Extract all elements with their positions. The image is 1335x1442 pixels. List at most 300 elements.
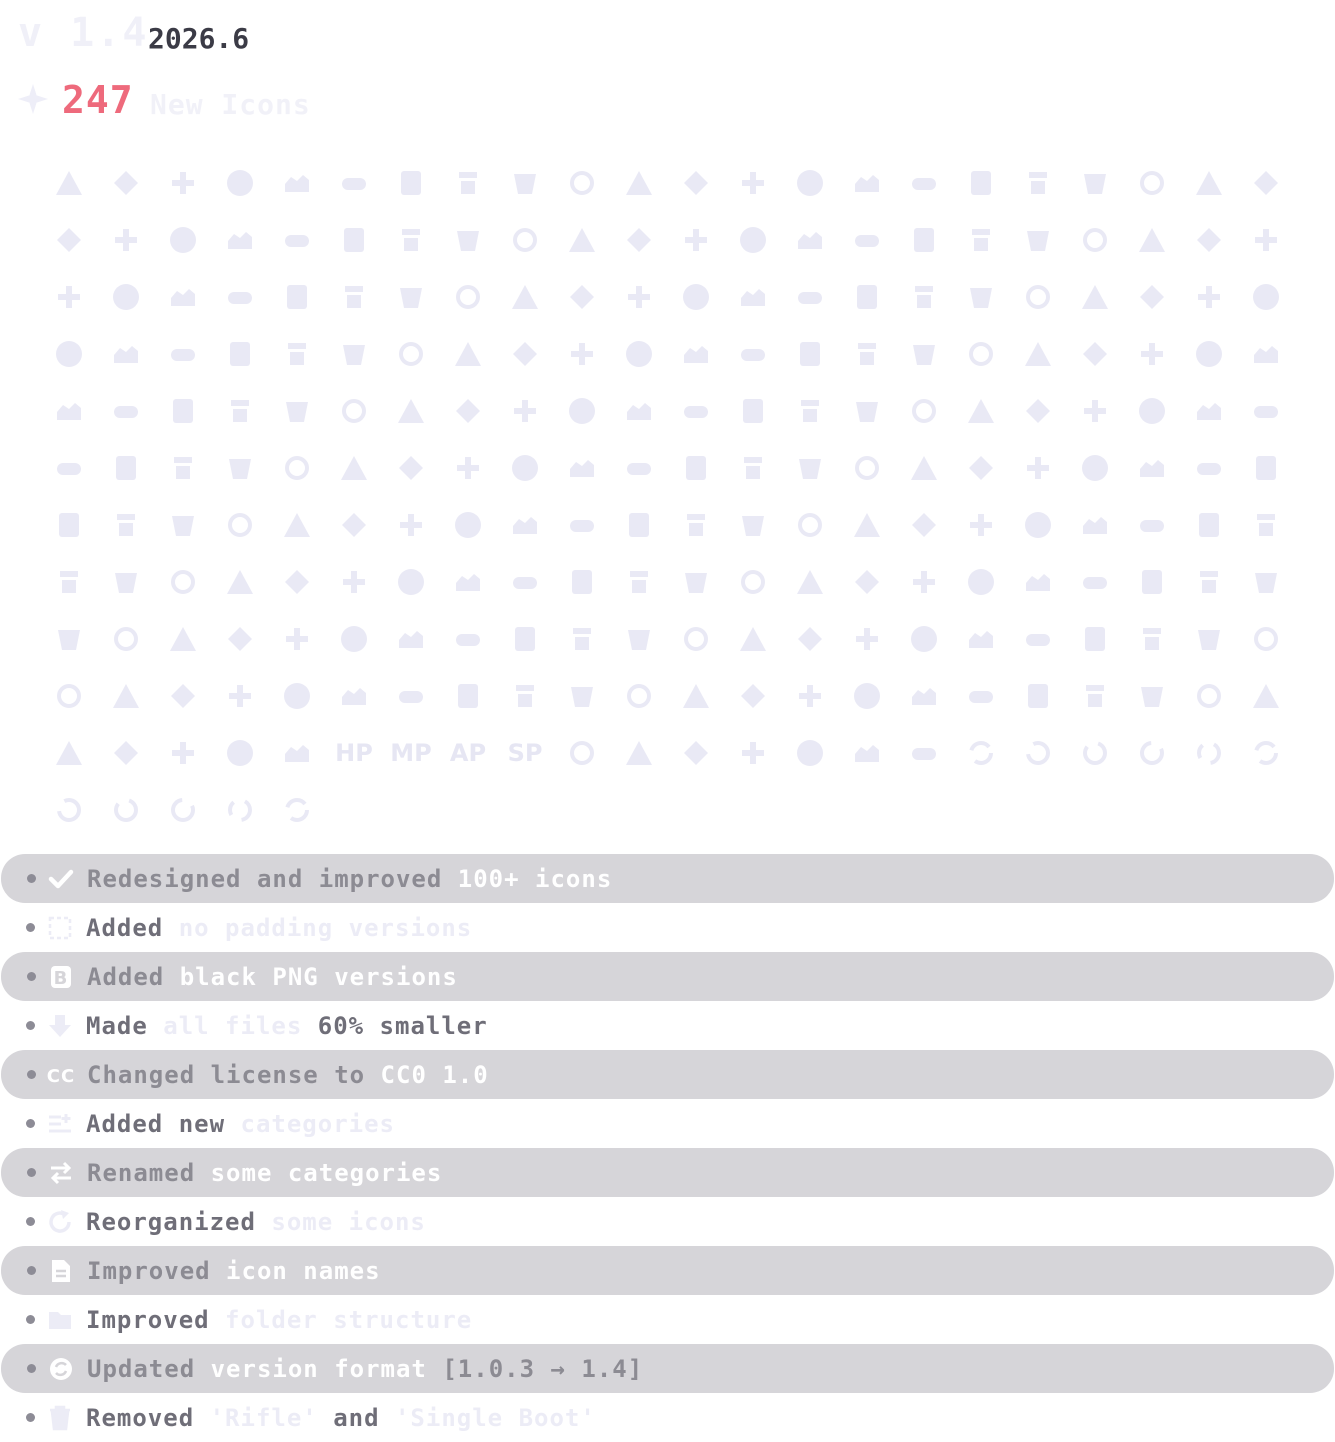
bullet-dot: [26, 1315, 35, 1324]
icon-preview: [895, 268, 952, 325]
icon-preview: [496, 268, 553, 325]
icon-preview: [1180, 724, 1237, 781]
icon-preview: [211, 667, 268, 724]
icon-preview: [1066, 382, 1123, 439]
changelog-text: [86, 914, 472, 942]
icon-preview: [154, 610, 211, 667]
icon-preview: [553, 154, 610, 211]
icon-preview: [667, 211, 724, 268]
icon-preview: [97, 268, 154, 325]
bullet-dot: [26, 1217, 35, 1226]
icon-preview: [1066, 154, 1123, 211]
icon-preview: [268, 154, 325, 211]
icon-preview: [667, 382, 724, 439]
icon-preview: [610, 268, 667, 325]
icon-preview: [667, 724, 724, 781]
arrow-down-icon: [46, 1012, 74, 1040]
add-list-icon: [46, 1110, 74, 1138]
icon-preview: [610, 382, 667, 439]
icon-preview: [952, 496, 1009, 553]
icon-preview: [496, 382, 553, 439]
icon-preview: [97, 781, 154, 838]
icon-preview: [667, 325, 724, 382]
icon-preview: [382, 382, 439, 439]
check-icon: [47, 865, 75, 893]
icon-preview: [610, 211, 667, 268]
icon-preview: [952, 154, 1009, 211]
icon-preview: [439, 439, 496, 496]
svg-text:CC: CC: [46, 1065, 76, 1087]
sparkle-icon: [18, 84, 48, 114]
icon-preview: [838, 724, 895, 781]
changelog-text: [87, 1159, 442, 1187]
changelog-item: [1, 1344, 1334, 1393]
icon-preview: [724, 325, 781, 382]
icon-preview: [439, 154, 496, 211]
changelog-text-part: no padding versions: [178, 913, 473, 942]
icon-preview: [781, 610, 838, 667]
icon-preview: [1009, 382, 1066, 439]
icon-preview: [1123, 667, 1180, 724]
icon-preview: [382, 439, 439, 496]
icon-preview: [610, 724, 667, 781]
icon-preview: [211, 382, 268, 439]
trash-icon: [46, 1404, 74, 1432]
icon-preview: [1180, 667, 1237, 724]
icon-preview: [610, 439, 667, 496]
icon-preview: [553, 211, 610, 268]
icon-preview: [610, 553, 667, 610]
icon-preview: [1009, 211, 1066, 268]
icon-preview: [838, 268, 895, 325]
changelog-text-part: all files: [163, 1011, 318, 1040]
icon-preview: [382, 211, 439, 268]
changelog-text: [87, 963, 458, 991]
icon-preview: [211, 268, 268, 325]
icon-preview: [724, 211, 781, 268]
icon-preview: [838, 553, 895, 610]
changelog-item: [1, 1148, 1334, 1197]
icon-preview: [1066, 268, 1123, 325]
icon-preview: [496, 325, 553, 382]
icon-preview: [439, 325, 496, 382]
icon-preview: [952, 667, 1009, 724]
document-icon: [47, 1257, 75, 1285]
icon-preview: [211, 439, 268, 496]
icon-preview: [1237, 268, 1294, 325]
icon-preview: [781, 382, 838, 439]
icon-preview: [154, 724, 211, 781]
icon-preview: [268, 553, 325, 610]
icon-preview: [1237, 496, 1294, 553]
icon-preview: [952, 325, 1009, 382]
icon-preview: [1009, 268, 1066, 325]
icon-preview: [1237, 325, 1294, 382]
icon-preview: [154, 496, 211, 553]
icon-preview: [211, 610, 268, 667]
icon-preview: [553, 268, 610, 325]
changelog-item: [0, 903, 1335, 952]
bullet-dot: [26, 1413, 35, 1422]
icon-preview: [40, 439, 97, 496]
icon-preview: [1009, 439, 1066, 496]
icon-preview: [1123, 382, 1180, 439]
icon-preview: [1123, 325, 1180, 382]
icon-preview: [781, 667, 838, 724]
icon-preview: [1009, 553, 1066, 610]
icon-preview: [667, 610, 724, 667]
changelog-text: [86, 1208, 426, 1236]
icon-preview: [724, 724, 781, 781]
icon-preview: [1123, 439, 1180, 496]
icon-preview: [325, 268, 382, 325]
icon-preview: [97, 553, 154, 610]
icon-preview: [553, 667, 610, 724]
icon-preview: [1066, 439, 1123, 496]
icon-preview: [724, 154, 781, 211]
bullet-dot: [27, 1070, 36, 1079]
icon-preview: [553, 439, 610, 496]
icon-preview: [610, 325, 667, 382]
icon-preview: [382, 268, 439, 325]
changelog-text-part: 'Rifle': [209, 1403, 334, 1432]
icon-preview: [781, 439, 838, 496]
new-icons-count: 247: [62, 78, 134, 122]
cc-license-icon: [47, 1061, 75, 1089]
dashed-square-icon: [46, 914, 74, 942]
icon-preview: [610, 667, 667, 724]
icon-preview: [724, 667, 781, 724]
changelog-text-part: black PNG versions: [179, 962, 458, 991]
changelog-text-part: Added: [86, 913, 179, 942]
icon-preview: [1123, 154, 1180, 211]
icon-preview: [40, 610, 97, 667]
icon-preview: [40, 325, 97, 382]
icon-preview: [553, 610, 610, 667]
changelog-text-part: Added: [87, 962, 180, 991]
icon-preview: [553, 325, 610, 382]
icon-preview: [268, 325, 325, 382]
changelog-item: [0, 1001, 1335, 1050]
icon-preview: [496, 553, 553, 610]
icon-preview: [952, 268, 1009, 325]
icon-preview: [895, 439, 952, 496]
icon-preview: [1180, 268, 1237, 325]
bullet-dot: [27, 874, 36, 883]
icon-preview: [838, 382, 895, 439]
icon-preview: [211, 553, 268, 610]
changelog-text-part: 100+ icons: [457, 864, 613, 893]
new-icons-label: New Icons: [150, 88, 311, 121]
letter-b-icon: [47, 963, 75, 991]
bullet-dot: [26, 1021, 35, 1030]
changelog-text-part: and: [333, 1403, 395, 1432]
icon-preview: [1180, 439, 1237, 496]
icon-preview: [211, 211, 268, 268]
icon-preview: [952, 724, 1009, 781]
icon-preview: [439, 268, 496, 325]
changelog-text-part: 60% smaller: [317, 1011, 488, 1040]
icon-preview: [382, 325, 439, 382]
icon-preview: [439, 382, 496, 439]
bullet-dot: [27, 1266, 36, 1275]
icon-preview: [325, 724, 382, 781]
icon-preview: [895, 154, 952, 211]
changelog-text-part: Added new: [86, 1109, 241, 1138]
icon-preview: [325, 496, 382, 553]
svg-text:SP: SP: [507, 738, 542, 767]
changelog-item: [0, 1099, 1335, 1148]
icon-preview: [496, 154, 553, 211]
changelog-text-part: Made: [86, 1011, 164, 1040]
icon-preview: [838, 154, 895, 211]
icon-preview: [40, 154, 97, 211]
icon-preview: [553, 382, 610, 439]
icon-preview: [781, 211, 838, 268]
icon-preview: [1123, 211, 1180, 268]
icon-preview: [268, 211, 325, 268]
icon-preview: [40, 553, 97, 610]
icon-preview: [1009, 610, 1066, 667]
icon-preview: [724, 439, 781, 496]
changelog-text-part: some icons: [271, 1207, 426, 1236]
icon-preview: [553, 724, 610, 781]
icon-preview: [838, 325, 895, 382]
icon-preview: [952, 382, 1009, 439]
changelog-text-part: Improved: [86, 1305, 226, 1334]
changelog-text-part: some categories: [210, 1158, 443, 1187]
changelog-text-part: categories: [240, 1109, 395, 1138]
icon-preview: [838, 439, 895, 496]
icon-preview: [1237, 667, 1294, 724]
icon-preview: [952, 211, 1009, 268]
icon-preview: [268, 439, 325, 496]
icon-preview: [781, 496, 838, 553]
icon-preview: [154, 325, 211, 382]
changelog-item: [1, 1050, 1334, 1099]
version-label: v 1.4: [18, 10, 149, 56]
icon-preview: [268, 724, 325, 781]
icon-preview: [895, 211, 952, 268]
swap-arrows-icon: [47, 1159, 75, 1187]
icon-preview: [325, 325, 382, 382]
icon-preview: [439, 610, 496, 667]
icon-preview: [496, 667, 553, 724]
icon-preview: [1237, 154, 1294, 211]
icon-preview: [724, 610, 781, 667]
icon-preview: [1237, 724, 1294, 781]
changelog-text-part: Reorganized: [86, 1207, 272, 1236]
icon-preview: [154, 439, 211, 496]
icon-preview: [1123, 553, 1180, 610]
icon-preview: [1237, 439, 1294, 496]
icon-preview: [268, 667, 325, 724]
icon-preview: [97, 610, 154, 667]
icon-preview: [97, 439, 154, 496]
icon-preview: [610, 496, 667, 553]
icon-preview: [154, 211, 211, 268]
icon-preview: [895, 382, 952, 439]
icon-preview: [382, 496, 439, 553]
icon-preview: [1009, 154, 1066, 211]
icon-preview: [1066, 610, 1123, 667]
icon-preview: [439, 496, 496, 553]
changelog-text-part: version format: [210, 1354, 443, 1383]
changelog-text: [86, 1012, 488, 1040]
icon-preview: [496, 439, 553, 496]
changelog-text-part: Changed license to: [87, 1060, 381, 1089]
icon-preview: [325, 610, 382, 667]
icon-preview: [724, 268, 781, 325]
icon-preview: [211, 496, 268, 553]
changelog-text-part: Improved: [87, 1256, 227, 1285]
icon-preview: [268, 496, 325, 553]
icon-preview: [1180, 553, 1237, 610]
changelog-text-part: [1.0.3 → 1.4]: [442, 1354, 644, 1383]
changelog-text: [87, 1257, 381, 1285]
changelog-text: [86, 1110, 395, 1138]
icon-preview: [40, 496, 97, 553]
bullet-dot: [27, 1364, 36, 1373]
icon-preview: [325, 667, 382, 724]
icon-preview: [268, 268, 325, 325]
icon-preview: [382, 667, 439, 724]
icon-preview: [895, 325, 952, 382]
icon-preview: [40, 268, 97, 325]
icon-preview: [952, 553, 1009, 610]
icon-preview: [496, 211, 553, 268]
icon-preview: [439, 667, 496, 724]
icon-preview: [838, 667, 895, 724]
changelog-text-part: 'Single Boot': [394, 1403, 596, 1432]
icon-preview: [439, 724, 496, 781]
icon-preview: [1180, 325, 1237, 382]
icon-preview: [211, 724, 268, 781]
icon-preview: [838, 211, 895, 268]
icon-preview: [325, 154, 382, 211]
icon-preview: [154, 154, 211, 211]
icon-preview: [781, 154, 838, 211]
icon-preview: [1237, 382, 1294, 439]
icon-preview: [1237, 211, 1294, 268]
icon-preview: [952, 439, 1009, 496]
svg-text:HP: HP: [334, 738, 373, 767]
icon-preview: [781, 268, 838, 325]
svg-text:B: B: [53, 967, 69, 989]
refresh-icon: [46, 1208, 74, 1236]
icon-preview: [724, 382, 781, 439]
icon-grid: [40, 154, 1294, 838]
icon-preview: [1009, 325, 1066, 382]
changelog-text-part: Renamed: [87, 1158, 211, 1187]
icon-preview: [268, 781, 325, 838]
bullet-dot: [26, 1119, 35, 1128]
icon-preview: [1066, 667, 1123, 724]
icon-preview: [1180, 610, 1237, 667]
svg-text:MP: MP: [389, 738, 432, 767]
icon-preview: [895, 724, 952, 781]
icon-preview: [211, 154, 268, 211]
icon-preview: [382, 610, 439, 667]
icon-preview: [895, 553, 952, 610]
icon-preview: [838, 610, 895, 667]
icon-preview: [496, 496, 553, 553]
icon-preview: [1009, 496, 1066, 553]
icon-preview: [781, 724, 838, 781]
changelog-item: [0, 1295, 1335, 1344]
icon-preview: [952, 610, 1009, 667]
icon-preview: [667, 268, 724, 325]
icon-preview: [382, 724, 439, 781]
icon-preview: [1123, 496, 1180, 553]
icon-preview: [439, 553, 496, 610]
icon-preview: [667, 667, 724, 724]
changelog-text: [87, 1355, 643, 1383]
icon-preview: [838, 496, 895, 553]
icon-preview: [496, 610, 553, 667]
changelog-text: [87, 1061, 489, 1089]
icon-preview: [325, 553, 382, 610]
changelog-item: [0, 1197, 1335, 1246]
icon-preview: [382, 154, 439, 211]
changelog-text: [86, 1306, 472, 1334]
icon-preview: [382, 553, 439, 610]
icon-preview: [1123, 724, 1180, 781]
icon-preview: [97, 325, 154, 382]
icon-preview: [40, 211, 97, 268]
changelog-item: [1, 952, 1334, 1001]
icon-preview: [667, 154, 724, 211]
icon-preview: [610, 154, 667, 211]
icon-preview: [724, 496, 781, 553]
icon-preview: [97, 154, 154, 211]
icon-preview: [97, 496, 154, 553]
icon-preview: [895, 610, 952, 667]
icon-preview: [154, 667, 211, 724]
changelog-item: [0, 1393, 1335, 1442]
icon-preview: [781, 325, 838, 382]
icon-preview: [325, 382, 382, 439]
changelog-text: [86, 1404, 596, 1432]
icon-preview: [1180, 382, 1237, 439]
icon-preview: [154, 553, 211, 610]
icon-preview: [1009, 724, 1066, 781]
icon-preview: [1180, 211, 1237, 268]
icon-preview: [97, 724, 154, 781]
icon-preview: [40, 724, 97, 781]
icon-preview: [154, 781, 211, 838]
sync-icon: [47, 1355, 75, 1383]
icon-preview: [97, 667, 154, 724]
icon-preview: [1180, 154, 1237, 211]
icon-preview: [325, 211, 382, 268]
icon-preview: [724, 553, 781, 610]
icon-preview: [268, 610, 325, 667]
changelog-text: [87, 865, 612, 893]
bullet-dot: [26, 923, 35, 932]
icon-preview: [1066, 496, 1123, 553]
icon-preview: [895, 667, 952, 724]
changelog-item: [1, 854, 1334, 903]
icon-preview: [781, 553, 838, 610]
changelog-item: [1, 1246, 1334, 1295]
icon-preview: [1237, 610, 1294, 667]
icon-preview: [667, 553, 724, 610]
icon-preview: [211, 781, 268, 838]
icon-preview: [97, 382, 154, 439]
icon-preview: [40, 667, 97, 724]
icon-preview: [40, 781, 97, 838]
